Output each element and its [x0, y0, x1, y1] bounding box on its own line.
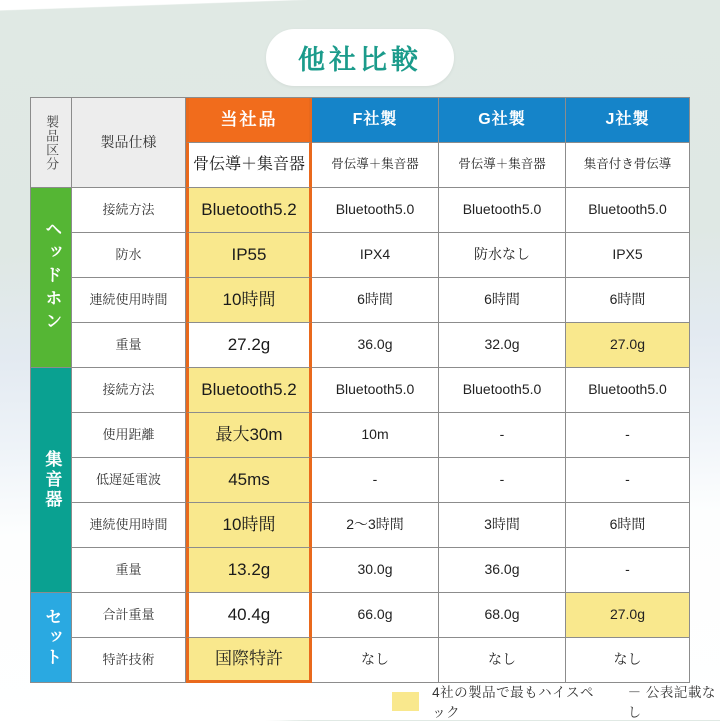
- comparison-table: [30, 97, 690, 683]
- table-cell: -: [566, 548, 690, 593]
- row-label: 重量: [72, 323, 186, 368]
- spec-cell-j: 集音付き骨伝導: [566, 143, 690, 188]
- table-cell: 36.0g: [312, 323, 439, 368]
- table-cell: 6時間: [439, 278, 566, 323]
- page-title: 他社比較: [298, 45, 422, 75]
- corner-header: 製品区分: [31, 98, 72, 188]
- table-cell: 68.0g: [439, 593, 566, 638]
- table-cell: 66.0g: [312, 593, 439, 638]
- table-cell: 30.0g: [312, 548, 439, 593]
- table-cell-ours: Bluetooth5.2: [186, 188, 312, 233]
- table-cell: なし: [566, 638, 690, 683]
- table-cell: Bluetooth5.0: [312, 188, 439, 233]
- row-label: 接続方法: [72, 368, 186, 413]
- table-cell-ours: 10時間: [186, 278, 312, 323]
- table-cell: Bluetooth5.0: [566, 368, 690, 413]
- table-cell: Bluetooth5.0: [439, 368, 566, 413]
- table-cell: 10m: [312, 413, 439, 458]
- table-cell-ours: 45ms: [186, 458, 312, 503]
- row-label: 合計重量: [72, 593, 186, 638]
- table-cell: IPX4: [312, 233, 439, 278]
- row-label: 防水: [72, 233, 186, 278]
- table-cell: 防水なし: [439, 233, 566, 278]
- spec-cell-ours: 骨伝導＋集音器: [186, 143, 312, 188]
- table-cell: 2〜3時間: [312, 503, 439, 548]
- table-cell: -: [439, 458, 566, 503]
- table-cell: 32.0g: [439, 323, 566, 368]
- row-label: 連続使用時間: [72, 503, 186, 548]
- table-cell: 6時間: [566, 503, 690, 548]
- spec-cell-f: 骨伝導＋集音器: [312, 143, 439, 188]
- row-label: 重量: [72, 548, 186, 593]
- table-cell: -: [312, 458, 439, 503]
- legend-dash-label: － 公表記載なし: [627, 685, 716, 720]
- table-cell-ours: 40.4g: [186, 593, 312, 638]
- section-label-headphone: ヘッドホン: [31, 188, 72, 368]
- column-header-g: G社製: [439, 98, 566, 143]
- table-cell-ours: 最大30m: [186, 413, 312, 458]
- table-cell: -: [439, 413, 566, 458]
- section-label-set: セット: [31, 593, 72, 683]
- table-cell: -: [566, 458, 690, 503]
- table-cell-ours: 13.2g: [186, 548, 312, 593]
- legend: [392, 685, 720, 720]
- table-cell: Bluetooth5.0: [312, 368, 439, 413]
- table-cell-ours: IP55: [186, 233, 312, 278]
- table-cell: なし: [312, 638, 439, 683]
- spec-cell-g: 骨伝導＋集音器: [439, 143, 566, 188]
- row-label: 使用距離: [72, 413, 186, 458]
- row-label: 接続方法: [72, 188, 186, 233]
- title-pill: [266, 29, 454, 86]
- highlight-swatch: [392, 692, 419, 711]
- row-label: 連続使用時間: [72, 278, 186, 323]
- table-cell: Bluetooth5.0: [566, 188, 690, 233]
- table-cell: IPX5: [566, 233, 690, 278]
- table-cell: -: [566, 413, 690, 458]
- table-cell: 6時間: [566, 278, 690, 323]
- column-header-ours: 当社品: [186, 98, 312, 143]
- column-header-f: F社製: [312, 98, 439, 143]
- table-cell: なし: [439, 638, 566, 683]
- row-label: 特許技術: [72, 638, 186, 683]
- column-header-j: J社製: [566, 98, 690, 143]
- spec-row-header: 製品仕様: [72, 98, 186, 188]
- section-label-collector: 集音器: [31, 368, 72, 593]
- table-cell-ours: 10時間: [186, 503, 312, 548]
- table-cell-highlight: 27.0g: [566, 323, 690, 368]
- row-label: 低遅延電波: [72, 458, 186, 503]
- table-cell-ours: 27.2g: [186, 323, 312, 368]
- table-cell-highlight: 27.0g: [566, 593, 690, 638]
- legend-highlight-label: 4社の製品で最もハイスペック: [432, 685, 594, 720]
- table-cell-ours: 国際特許: [186, 638, 312, 683]
- table-cell: 36.0g: [439, 548, 566, 593]
- table-cell: 3時間: [439, 503, 566, 548]
- table-cell: Bluetooth5.0: [439, 188, 566, 233]
- table-cell: 6時間: [312, 278, 439, 323]
- table-cell-ours: Bluetooth5.2: [186, 368, 312, 413]
